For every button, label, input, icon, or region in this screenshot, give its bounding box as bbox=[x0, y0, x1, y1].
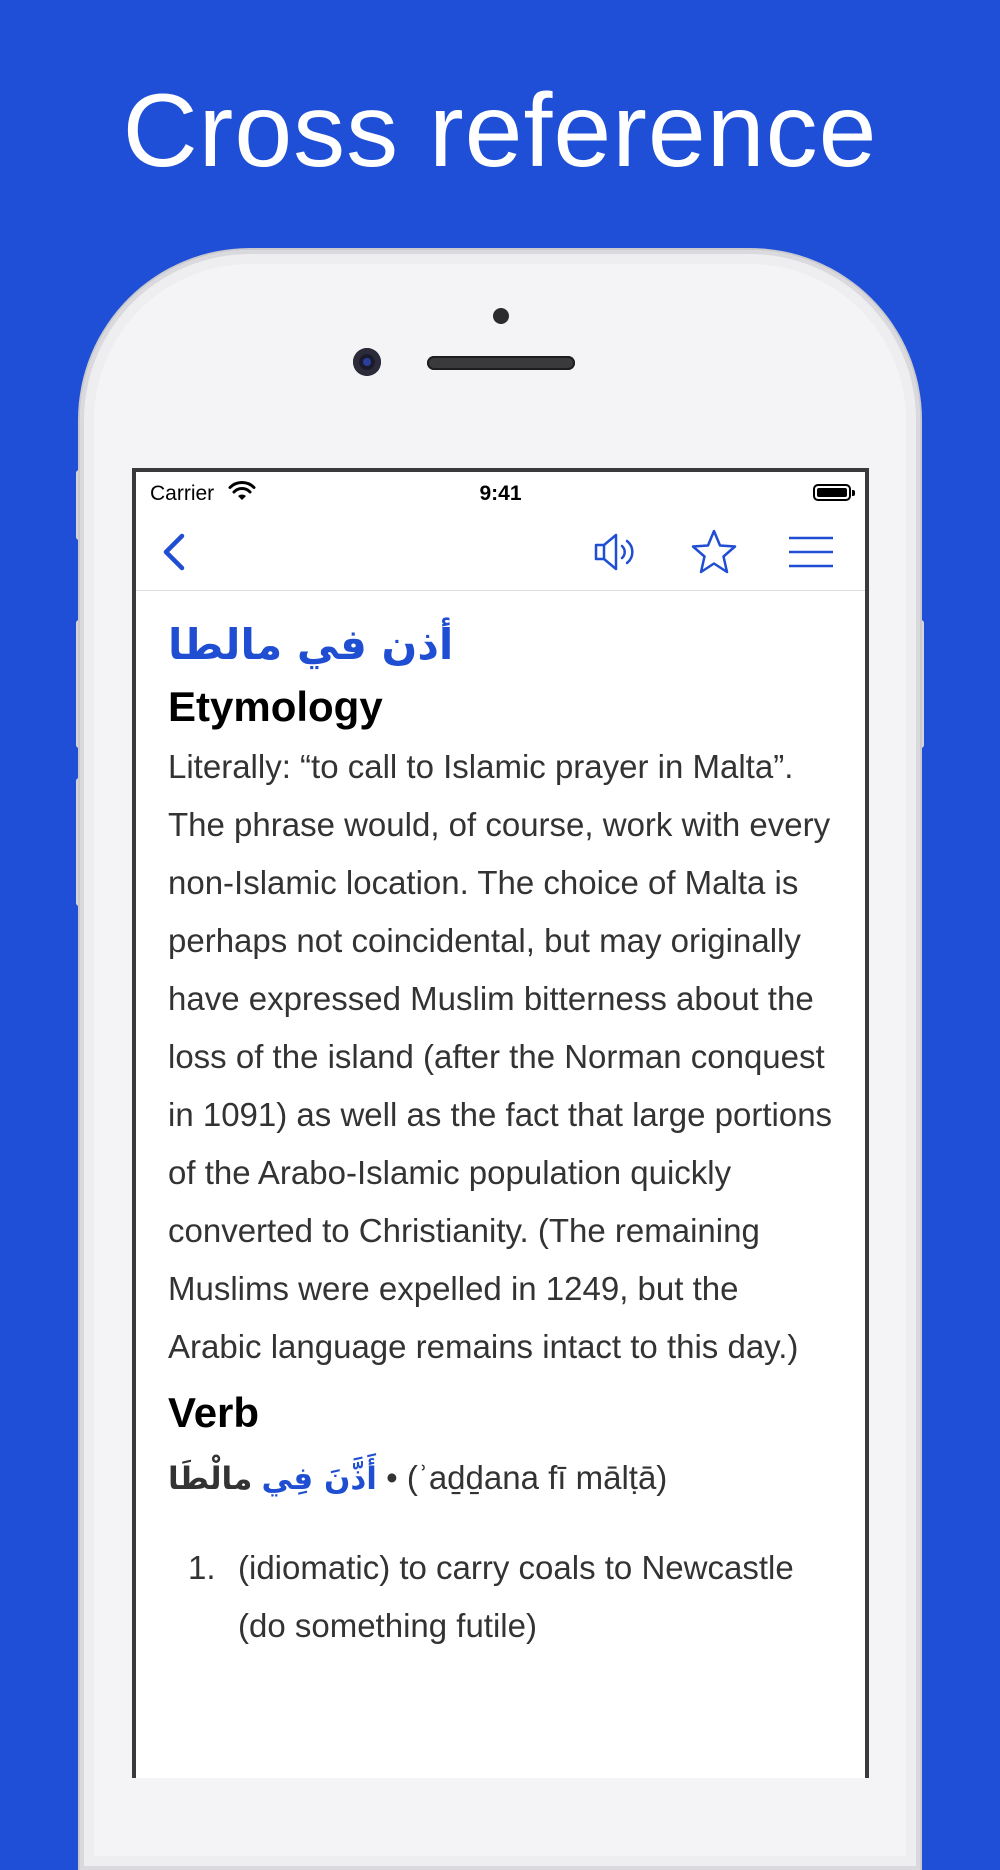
phone-screen bbox=[132, 468, 869, 1778]
verb-headword bbox=[168, 1448, 838, 1509]
entry-term: أذن في مالطا bbox=[168, 620, 454, 669]
battery-icon bbox=[813, 484, 851, 501]
sense-number: 1. bbox=[188, 1549, 216, 1586]
status-time: 9:41 bbox=[479, 482, 522, 505]
entry-content bbox=[168, 590, 838, 1655]
list-item bbox=[168, 1539, 838, 1655]
star-icon[interactable] bbox=[690, 528, 738, 576]
menu-icon[interactable] bbox=[788, 534, 834, 570]
sense-list bbox=[168, 1539, 838, 1655]
status-bar bbox=[136, 472, 865, 512]
navigation-bar bbox=[136, 512, 865, 591]
headword-rest: مالْطَا bbox=[168, 1461, 253, 1497]
chevron-left-icon[interactable] bbox=[158, 532, 188, 572]
headword-separator: • bbox=[386, 1459, 398, 1496]
sense-text: (idiomatic) to carry coals to Newcastle (do something futile) bbox=[238, 1549, 794, 1644]
carrier-label: Carrier bbox=[150, 482, 215, 505]
headword-link[interactable]: أَذَّنَ فِي bbox=[261, 1461, 377, 1497]
proximity-sensor bbox=[493, 308, 509, 324]
section-heading-verb: Verb bbox=[168, 1389, 260, 1436]
etymology-text: Literally: “to call to Islamic prayer in Malta”. The phrase would, of course, work with every non-Islamic location. The choice of Malta is perhaps not coincidental, but may originally have expressed Muslim bitterness about the loss of the island (after the Norman conquest in 1091) as well as the fact that large portions of the Arabo-Islamic population quickly converted to Christianity. (The remaining Muslims were expelled in 1249, but the Arabic language remains intact to this day.) bbox=[168, 748, 833, 1365]
headline: Cross reference bbox=[122, 73, 878, 189]
section-heading-etymology: Etymology bbox=[168, 683, 383, 730]
earpiece-speaker bbox=[427, 356, 575, 370]
transliteration: (ʾaḏḏana fī mālṭā) bbox=[406, 1459, 668, 1496]
headword-arabic bbox=[168, 1459, 377, 1496]
speaker-icon[interactable] bbox=[592, 530, 640, 574]
front-camera bbox=[353, 348, 381, 376]
